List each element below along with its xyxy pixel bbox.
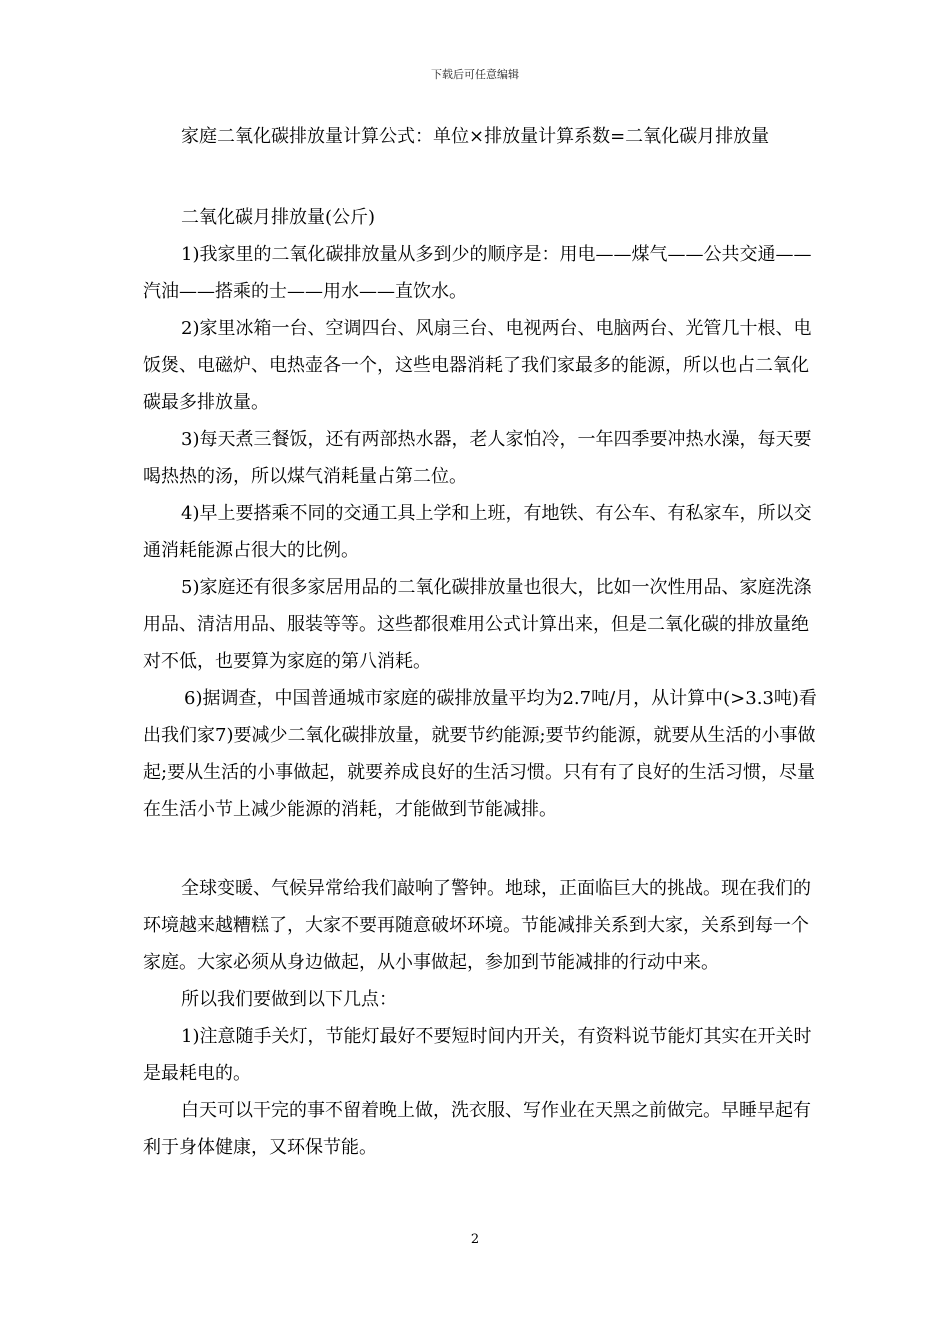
list-item-4: 4)早上要搭乘不同的交通工具上学和上班，有地铁、有公车、有私家车，所以交通消耗能源占很大的比例。 [143,503,812,561]
page-number: 2 [470,1232,480,1247]
point-item-1: 1)注意随手关灯，节能灯最好不要短时间内开关，有资料说节能灯其实在开关时是最耗电的。 [143,1026,812,1084]
paragraph-daytime: 白天可以干完的事不留着晚上做，洗衣服、写作业在天黑之前做完。早睡早起有利于身体健康，又环保节能。 [143,1100,811,1158]
formula-line: 家庭二氧化碳排放量计算公式：单位×排放量计算系数=二氧化碳月排放量 [181,126,770,147]
list-item-6: 6)据调查，中国普通城市家庭的碳排放量平均为2.7吨/月，从计算中(>3.3吨)看出我们家7)要减少二氧化碳排放量，就要节约能源;要节约能源，就要从生活的小事做起;要从生活的小事做起，就要养成良好的生活习惯。只有有了良好的生活习惯，尽量在生活小节上减少能源的消耗，才能做到节能减排。 [143,688,817,820]
list-item-2: 2)家里冰箱一台、空调四台、风扇三台、电视两台、电脑两台、光管几十根、电饭煲、电磁炉、电热壶各一个，这些电器消耗了我们家最多的能源，所以也占二氧化碳最多排放量。 [143,318,812,413]
page-header: 下载后可任意编辑 [431,68,519,81]
paragraph-global-warming: 全球变暖、气候异常给我们敲响了警钟。地球，正面临巨大的挑战。现在我们的环境越来越糟糕了，大家不要再随意破坏环境。节能减排关系到大家，关系到每一个家庭。大家必须从身边做起，从小事做起，参加到节能减排的行动中来。 [143,878,811,973]
paragraph-points-intro: 所以我们要做到以下几点： [181,989,397,1010]
section-title: 二氧化碳月排放量(公斤) [181,207,376,228]
list-item-5: 5)家庭还有很多家居用品的二氧化碳排放量也很大，比如一次性用品、家庭洗涤用品、清洁用品、服装等等。这些都很难用公式计算出来，但是二氧化碳的排放量绝对不低，也要算为家庭的第八消耗。 [143,577,812,672]
document-body [143,118,823,1166]
list-item-1: 1)我家里的二氧化碳排放量从多到少的顺序是：用电——煤气——公共交通——汽油——搭乘的士——用水——直饮水。 [143,244,812,302]
list-item-3: 3)每天煮三餐饭，还有两部热水器，老人家怕冷，一年四季要冲热水澡，每天要喝热热的汤，所以煤气消耗量占第二位。 [143,429,812,487]
